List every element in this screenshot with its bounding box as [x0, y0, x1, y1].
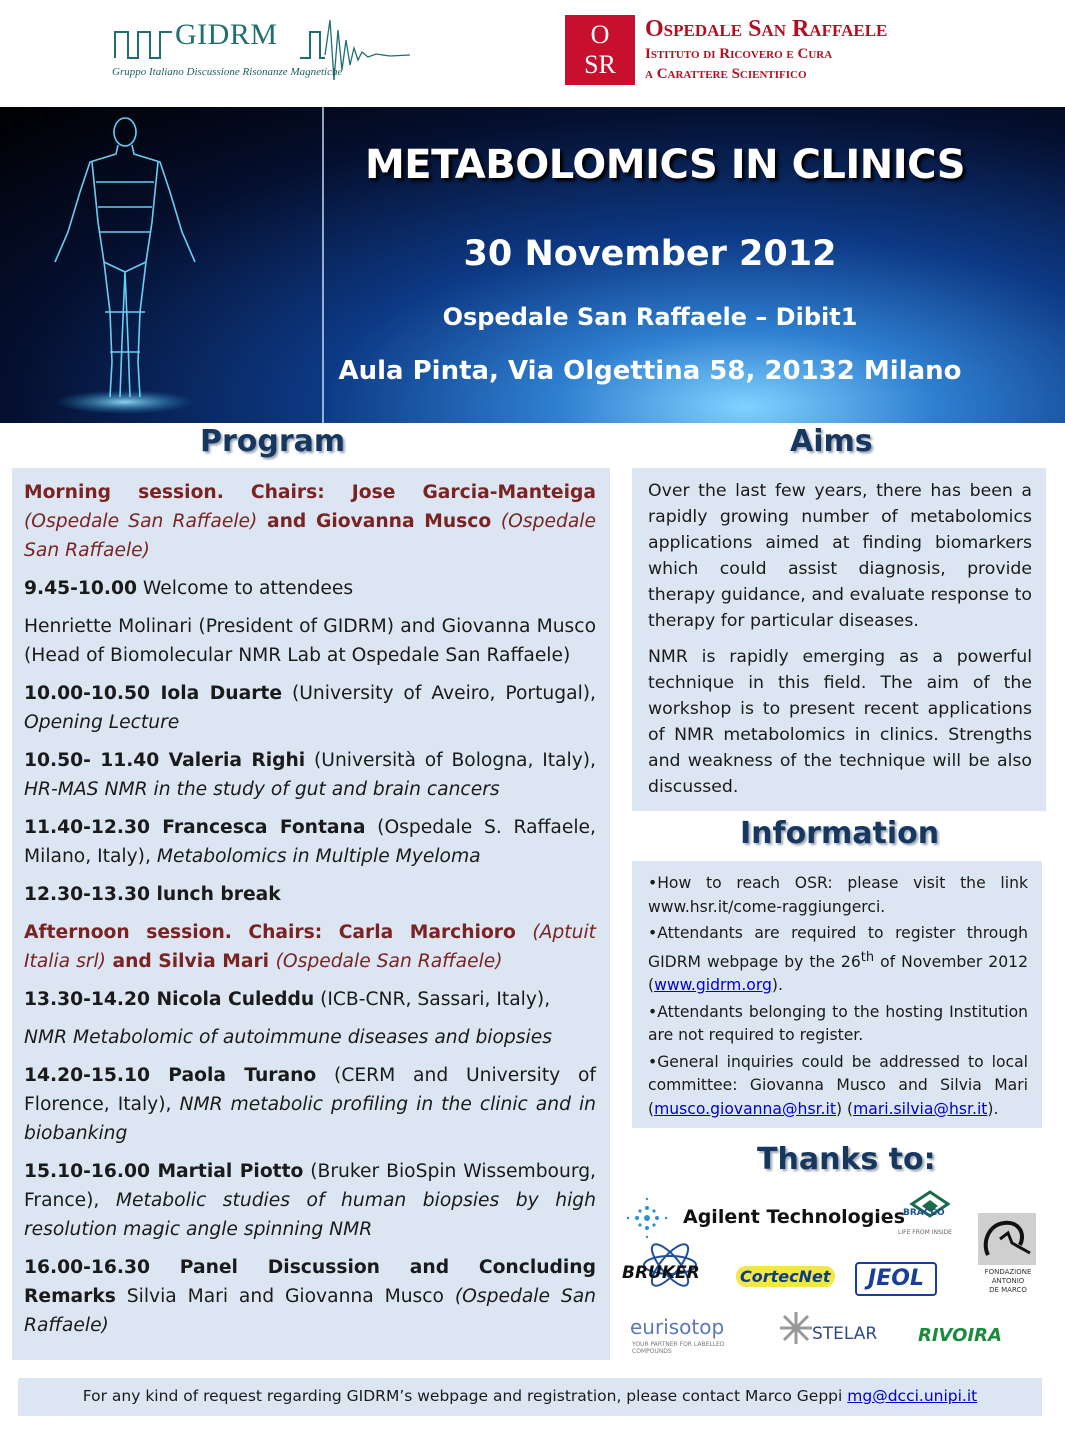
info-text: •Attendants are required to register through GIDRM webpage by the 26 [648, 924, 1028, 971]
item-time: 16.00-16.30 Panel Discussion and Concluding Remarks [24, 1257, 596, 1307]
afternoon-session [24, 918, 596, 976]
jeol-logo: JEOL [855, 1262, 937, 1296]
mari-email-link[interactable]: mari.silvia@hsr.it [853, 1099, 988, 1118]
item-speaker: Martial Piotto [149, 1161, 304, 1182]
event-venue-line2: Aula Pinta, Via Olgettina 58, 20132 Milano [338, 356, 962, 386]
footer-text [18, 1387, 1042, 1405]
footer-message: For any kind of request regarding GIDRM’s webpage and registration, please contact Marco Geppi [82, 1387, 848, 1405]
item-text: Welcome to attendees [136, 578, 354, 599]
osr-letters-sr: SR [584, 50, 616, 79]
item-title: Metabolomics in Multiple Myeloma [156, 846, 481, 867]
item-text: (CERM and University of Florence, Italy), [24, 1065, 596, 1115]
info-item-institution: •Attendants belonging to the hosting Institution are not required to register. [648, 1002, 1028, 1045]
info-text: ). [987, 1099, 999, 1118]
item-title: Metabolic studies of human biopsies by high resolution magic angle spinning NMR [24, 1190, 596, 1240]
item-time: 10.00-10.50 [24, 683, 150, 704]
program-item [24, 679, 596, 737]
footer-email-link[interactable]: mg@dcci.unipi.it [847, 1387, 978, 1405]
thanks-heading: Thanks to: [757, 1142, 936, 1177]
info-item-inquiries [648, 1051, 1028, 1122]
session-label: Afternoon session. Chairs: Carla Marchioro [24, 922, 533, 943]
event-title: METABOLOMICS IN CLINICS [364, 142, 966, 188]
item-text: Henriette Molinari (President of GIDRM) and Giovanna Musco (Head of Biomolecular NMR Lab at Ospedale San Raffaele) [24, 616, 596, 666]
program-heading: Program [200, 424, 346, 459]
item-text: Silvia Mari and Giovanna Musco [115, 1286, 455, 1307]
eurisotop-tagline: YOUR PARTNER FOR LABELLED COMPOUNDS [632, 1341, 725, 1355]
program-item [24, 813, 596, 871]
item-time: 9.45-10.00 [24, 578, 137, 599]
item-text: (University of Aveiro, Portugal), [282, 683, 596, 704]
info-text: of November 2012 ( [648, 952, 1028, 995]
session-chair: and Giovanna Musco [257, 511, 501, 532]
item-text: (Ospedale S. Raffaele, Milano, Italy), [24, 817, 596, 867]
item-title: HR-MAS NMR in the study of gut and brain cancers [24, 779, 500, 800]
aims-heading: Aims [790, 424, 873, 459]
event-date: 30 November 2012 [463, 234, 837, 274]
cortecnet-logo: CortecNet [736, 1266, 835, 1287]
eurisotop-logo: eurisotop [630, 1315, 725, 1339]
item-time: 12.30-13.30 lunch break [24, 884, 281, 905]
item-speaker: Francesca Fontana [149, 817, 366, 838]
item-time: 11.40-12.30 [24, 817, 150, 838]
fondazione-line: ANTONIO [991, 1277, 1025, 1285]
item-title: (Ospedale San Raffaele) [24, 1286, 596, 1336]
item-text: (Università of Bologna, Italy), [305, 750, 596, 771]
item-speaker: Paola Turano [149, 1065, 317, 1086]
information-content [648, 872, 1028, 1124]
fondazione-emblem [978, 1213, 1036, 1265]
aims-paragraph-2: NMR is rapidly emerging as a powerful technique in this field. The aim of the workshop is to present recent applications of NMR metabolomics in clinics. Strengths and weakness of the technique will be also discussed. [648, 647, 1032, 797]
program-item [24, 746, 596, 804]
fondazione-logo [983, 1268, 1033, 1295]
item-time: 15.10-16.00 [24, 1161, 150, 1182]
fondazione-line: FONDAZIONE [984, 1268, 1032, 1276]
info-item-reach: •How to reach OSR: please visit the link www.hsr.it/come-raggiungerci. [648, 874, 1028, 916]
info-text: •General inquiries could be addressed to local committee: Giovanna Musco and Silvia Mari ( [648, 1052, 1028, 1118]
session-affiliation: (Ospedale San Raffaele) [24, 511, 596, 561]
stelar-logo: STELAR [812, 1324, 878, 1344]
osr-line2: a Carattere Scientifico [645, 66, 807, 82]
item-time: 13.30-14.20 [24, 989, 150, 1010]
session-affiliation: (Aptuit Italia srl) [24, 922, 596, 972]
osr-line1: Istituto di Ricovero e Cura [645, 46, 833, 62]
information-heading: Information [740, 816, 940, 851]
program-item [24, 985, 596, 1014]
item-time: 10.50- 11.40 [24, 750, 160, 771]
bracco-tagline: LIFE FROM INSIDE [898, 1229, 952, 1236]
session-affiliation: (Ospedale San Raffaele) [275, 951, 503, 972]
program-item [24, 1157, 596, 1244]
item-speaker: Iola Duarte [149, 683, 283, 704]
agilent-spark-icon [622, 1193, 672, 1243]
osr-logo-letters [565, 15, 635, 85]
agilent-logo: Agilent Technologies [683, 1206, 906, 1228]
fondazione-line: DE MARCO [989, 1286, 1027, 1294]
program-content [24, 478, 596, 1349]
item-speaker: Nicola Culeddu [149, 989, 315, 1010]
human-wireframe-figure [30, 112, 260, 417]
program-item [24, 574, 596, 603]
gidrm-name: GIDRM [175, 18, 278, 51]
bracco-logo: BRACCO [903, 1208, 945, 1218]
item-time: 14.20-15.10 [24, 1065, 150, 1086]
osr-name: Ospedale San Raffaele [645, 16, 888, 42]
program-item [24, 1253, 596, 1340]
event-venue-line1: Ospedale San Raffaele – Dibit1 [442, 303, 858, 331]
info-superscript: th [860, 949, 875, 965]
program-item [24, 612, 596, 670]
program-item [24, 880, 596, 909]
morning-session [24, 478, 596, 565]
info-item-register [648, 922, 1028, 998]
gidrm-subtitle: Gruppo Italiano Discussione Risonanze Magnetiche [112, 66, 343, 78]
rivoira-logo: RIVOIRA [918, 1325, 1002, 1346]
item-title: Opening Lecture [24, 712, 180, 733]
program-item [24, 1061, 596, 1148]
osr-letter-o: O [590, 20, 610, 49]
musco-email-link[interactable]: musco.giovanna@hsr.it [654, 1099, 836, 1118]
item-title: NMR metabolic profiling in the clinic and in biobanking [24, 1094, 596, 1144]
session-chair: and Silvia Mari [105, 951, 276, 972]
aims-paragraph-1: Over the last few years, there has been a rapidly growing number of metabolomics applications aimed at finding biomarkers which could assist diagnosis, provide therapy guidance, and evaluate response to therapy for particular diseases. [648, 481, 1032, 631]
info-text: ). [771, 976, 783, 995]
gidrm-website-link[interactable]: www.gidrm.org [654, 976, 772, 995]
bruker-logo: BRUKER [622, 1263, 700, 1283]
item-text: (Bruker BioSpin Wissembourg, France), [24, 1161, 596, 1211]
info-text: ) ( [835, 1099, 854, 1118]
stelar-snowflake-icon [778, 1310, 814, 1346]
session-affiliation: (Ospedale San Raffaele) [24, 511, 258, 532]
item-speaker: Valeria Righi [159, 750, 306, 771]
item-text: (ICB-CNR, Sassari, Italy), [314, 989, 551, 1010]
banner-divider [322, 107, 324, 423]
program-item [24, 1023, 596, 1052]
session-label: Morning session. Chairs: Jose Garcia-Manteiga [24, 482, 596, 503]
item-title: NMR Metabolomic of autoimmune diseases and biopsies [24, 1027, 552, 1048]
aims-content [648, 478, 1032, 810]
